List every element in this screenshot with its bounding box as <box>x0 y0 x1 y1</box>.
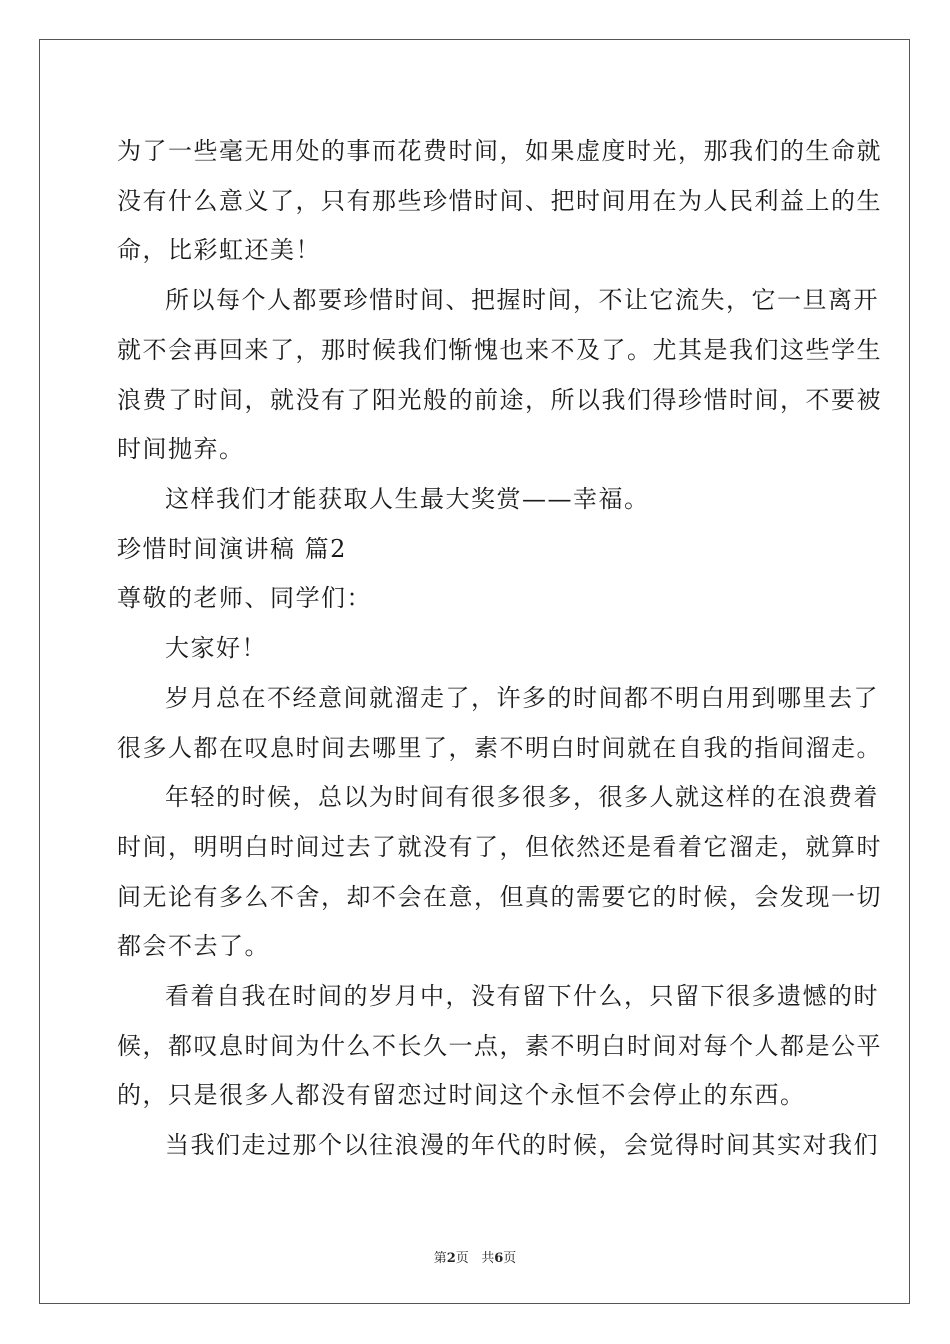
page-border <box>39 39 910 1304</box>
text-line: 的，只是很多人都没有留恋过时间这个永恒不会停止的东西。 <box>117 1081 806 1109</box>
text-line: 当我们走过那个以往浪漫的年代的时候，会觉得时间其实对我们 <box>165 1131 879 1159</box>
text-line: 为了一些毫无用处的事而花费时间，如果虚度时光，那我们的生命就 <box>117 137 882 165</box>
text-line: 岁月总在不经意间就溜走了，许多的时间都不明白用到哪里去了 <box>165 684 879 712</box>
text-line: 都会不去了。 <box>117 932 270 960</box>
text-line: 没有什么意义了，只有那些珍惜时间、把时间用在为人民利益上的生 <box>117 187 882 215</box>
text-line: 间无论有多么不舍，却不会在意，但真的需要它的时候，会发现一切 <box>117 883 882 911</box>
page-suffix: 页 <box>455 1251 469 1266</box>
text-line: 所以每个人都要珍惜时间、把握时间，不让它流失，它一旦离开 <box>165 286 879 314</box>
text-line: 看着自我在时间的岁月中，没有留下什么，只留下很多遗憾的时 <box>165 982 879 1010</box>
text-line: 浪费了时间，就没有了阳光般的前途，所以我们得珍惜时间，不要被 <box>117 386 882 414</box>
text-line: 这样我们才能获取人生最大奖赏——幸福。 <box>165 485 650 513</box>
text-line: 时间，明明白时间过去了就没有了，但依然还是看着它溜走，就算时 <box>117 833 882 861</box>
page-number: 2 <box>446 1251 456 1266</box>
section-heading: 珍惜时间演讲稿 篇2 <box>117 535 347 563</box>
page-footer <box>0 1247 950 1266</box>
greeting: 大家好！ <box>165 634 267 662</box>
total-pages: 6 <box>494 1251 504 1266</box>
text-line: 命，比彩虹还美！ <box>117 236 321 264</box>
text-line: 候，都叹息时间为什么不长久一点，素不明白时间对每个人都是公平 <box>117 1032 882 1060</box>
text-line: 很多人都在叹息时间去哪里了，素不明白时间就在自我的指间溜走。 <box>117 734 882 762</box>
total-suffix: 页 <box>503 1251 517 1266</box>
text-line: 年轻的时候，总以为时间有很多很多，很多人就这样的在浪费着 <box>165 783 879 811</box>
text-line: 时间抛弃。 <box>117 435 245 463</box>
salutation: 尊敬的老师、同学们： <box>117 584 372 612</box>
page-prefix: 第 <box>433 1251 447 1266</box>
text-line: 就不会再回来了，那时候我们惭愧也来不及了。尤其是我们这些学生 <box>117 336 882 364</box>
total-prefix: 共 <box>481 1251 495 1266</box>
